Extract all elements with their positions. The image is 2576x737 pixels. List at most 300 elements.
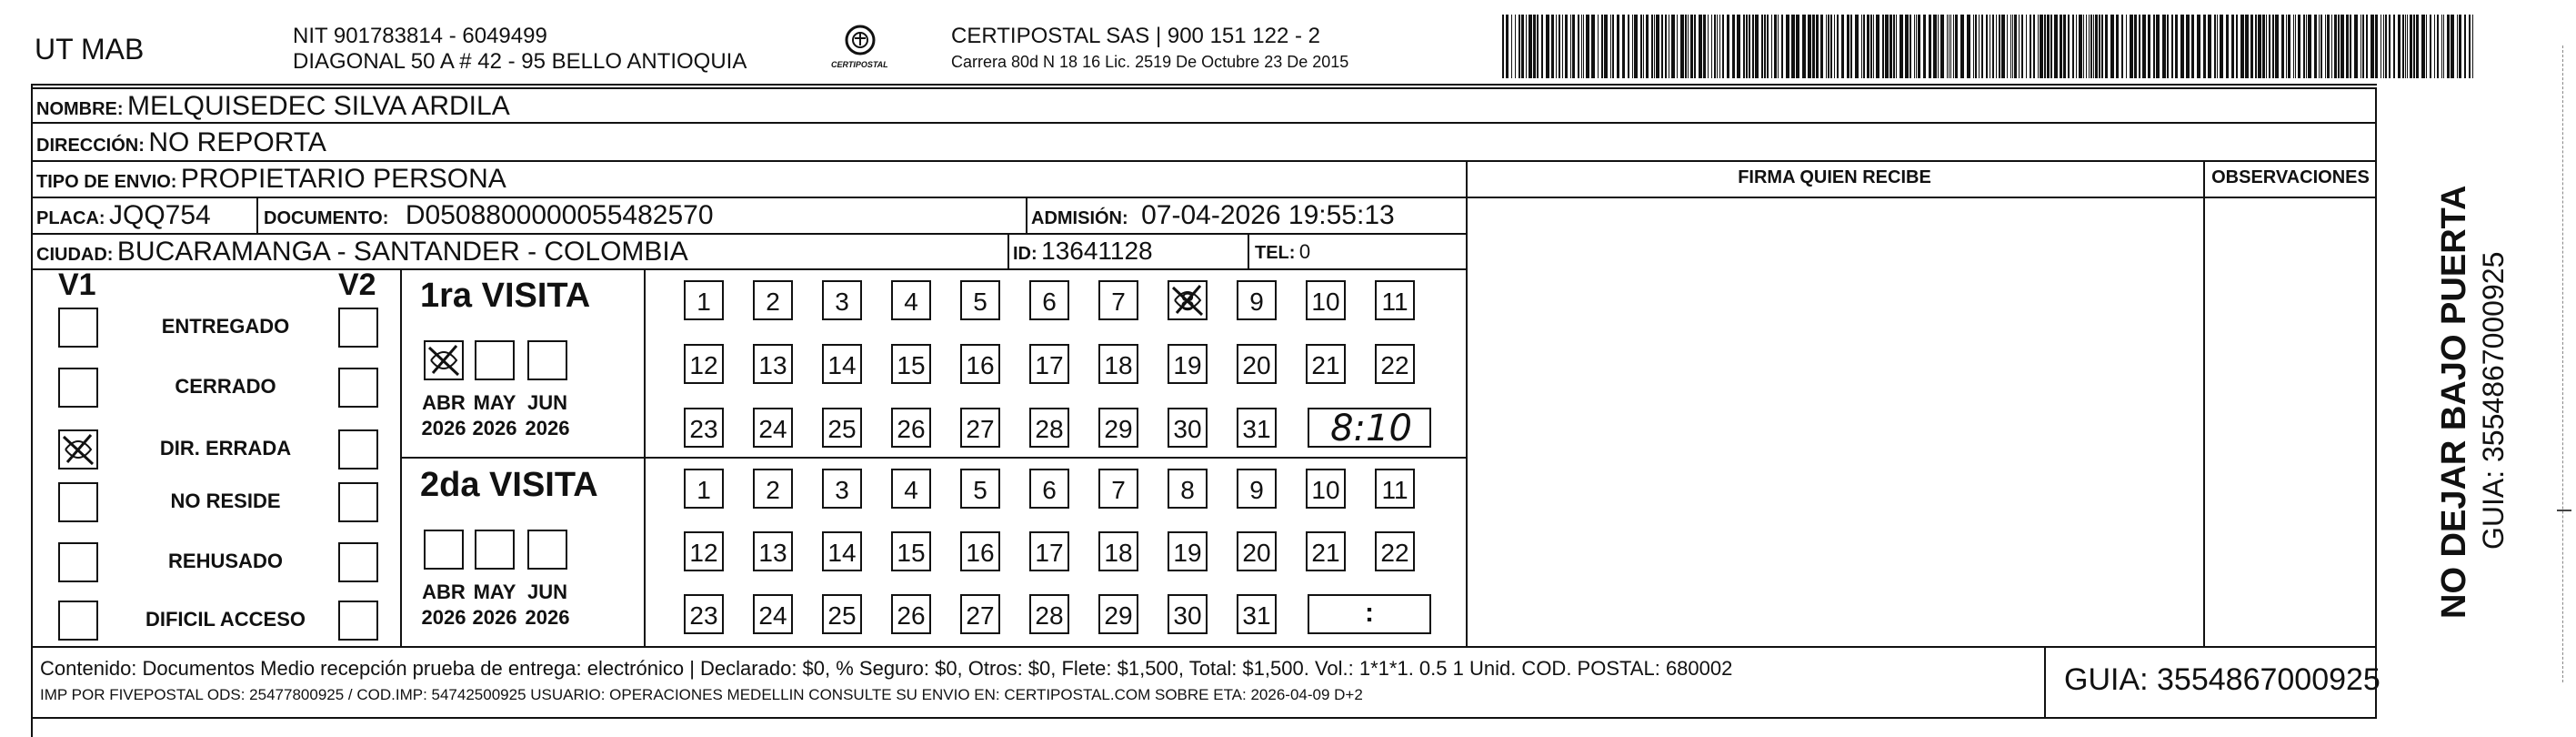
barcode-bar bbox=[1694, 15, 1696, 78]
day-box[interactable]: 30 bbox=[1168, 408, 1208, 448]
barcode-bar bbox=[1570, 15, 1571, 78]
barcode-bar bbox=[2167, 15, 2169, 78]
barcode-bar bbox=[1541, 15, 1543, 78]
day-box[interactable]: 30 bbox=[1168, 594, 1208, 634]
side-guia: GUIA: 3554867000925 bbox=[2477, 251, 2510, 550]
barcode-bar bbox=[2093, 15, 2094, 78]
day-box[interactable]: 21 bbox=[1306, 531, 1346, 571]
admision-value: 07-04-2026 19:55:13 bbox=[1141, 200, 1395, 230]
barcode-bar bbox=[1893, 15, 1895, 78]
barcode-bar bbox=[2130, 15, 2133, 78]
id-value: 13641128 bbox=[1041, 237, 1153, 265]
second-visit-label: 2da VISITA bbox=[420, 466, 598, 504]
v2-checkbox[interactable] bbox=[338, 429, 378, 469]
barcode-bar bbox=[1581, 15, 1582, 78]
year-label: 2026 bbox=[421, 417, 466, 439]
day-box[interactable]: 5 bbox=[960, 280, 1000, 320]
day-box[interactable]: 27 bbox=[960, 594, 1000, 634]
barcode-bar bbox=[2156, 15, 2160, 78]
day-box[interactable]: 22 bbox=[1375, 344, 1415, 384]
barcode-bar bbox=[2350, 15, 2351, 78]
ciudad-label: CIUDAD: bbox=[36, 245, 114, 265]
barcode-bar bbox=[1889, 15, 1892, 78]
day-box[interactable]: 14 bbox=[822, 531, 862, 571]
barcode-bar bbox=[2153, 15, 2155, 78]
day-box[interactable]: 17 bbox=[1029, 531, 1069, 571]
barcode-bar bbox=[1665, 15, 1667, 78]
day-box[interactable]: 19 bbox=[1168, 344, 1208, 384]
id-label: ID: bbox=[1013, 244, 1037, 264]
firma-label: FIRMA QUIEN RECIBE bbox=[1738, 167, 1931, 187]
day-box[interactable]: 31 bbox=[1237, 408, 1277, 448]
barcode-bar bbox=[1837, 15, 1839, 78]
barcode-bar bbox=[1559, 15, 1560, 78]
barcode-bar bbox=[1914, 15, 1915, 78]
barcode-bar bbox=[1996, 15, 1997, 78]
barcode-bar bbox=[1546, 15, 1549, 78]
year-label: 2026 bbox=[472, 606, 517, 629]
barcode-bar bbox=[2314, 15, 2317, 78]
first-visit-label: 1ra VISITA bbox=[420, 277, 591, 315]
day-box[interactable]: 13 bbox=[753, 531, 793, 571]
barcode-bar bbox=[2385, 15, 2387, 78]
day-box[interactable]: 11 bbox=[1375, 280, 1415, 320]
tipo-label: TIPO DE ENVIO: bbox=[36, 172, 177, 192]
barcode-bar bbox=[1953, 15, 1954, 78]
barcode-bar bbox=[2060, 15, 2062, 78]
barcode-bar bbox=[1796, 15, 1799, 78]
day-box[interactable]: 2 bbox=[753, 280, 793, 320]
month-label: MAY bbox=[473, 581, 516, 603]
barcode-bar bbox=[1583, 15, 1584, 78]
barcode-bar bbox=[2413, 15, 2415, 78]
barcode-bar bbox=[2469, 15, 2471, 78]
month-label: JUN bbox=[526, 391, 567, 414]
day-box[interactable]: 9 bbox=[1237, 469, 1277, 509]
barcode-bar bbox=[1556, 15, 1557, 78]
day-box[interactable]: 23 bbox=[684, 408, 724, 448]
day-box[interactable]: 10 bbox=[1306, 469, 1346, 509]
barcode-bar bbox=[1533, 15, 1536, 78]
barcode-bar bbox=[1634, 15, 1638, 78]
barcode-bar bbox=[2451, 15, 2454, 78]
day-box[interactable]: 31 bbox=[1237, 594, 1277, 634]
barcode-bar bbox=[1519, 15, 1520, 78]
barcode-bar bbox=[2340, 15, 2344, 78]
barcode-bar bbox=[1923, 15, 1926, 78]
barcode-bar bbox=[1847, 15, 1849, 78]
day-box[interactable]: 23 bbox=[684, 594, 724, 634]
barcode-bar bbox=[2255, 15, 2257, 78]
barcode-bar bbox=[2171, 15, 2173, 78]
day-box[interactable]: 28 bbox=[1029, 408, 1069, 448]
barcode-bar bbox=[1905, 15, 1909, 78]
barcode-bar bbox=[1955, 15, 1958, 78]
barcode-bar bbox=[1949, 15, 1950, 78]
barcode-bar bbox=[1646, 15, 1649, 78]
barcode-bar bbox=[1671, 15, 1675, 78]
barcode-bar bbox=[1774, 15, 1777, 78]
barcode-bar bbox=[2295, 15, 2296, 78]
barcode-bar bbox=[2407, 15, 2408, 78]
barcode-bar bbox=[1791, 15, 1795, 78]
barcode-bar bbox=[2116, 15, 2119, 78]
year-label: 2026 bbox=[525, 606, 570, 629]
barcode-bar bbox=[2464, 15, 2466, 78]
barcode-bar bbox=[1601, 15, 1603, 78]
tipo-value: PROPIETARIO PERSONA bbox=[180, 164, 506, 194]
barcode-bar bbox=[1870, 15, 1872, 78]
month-checkbox[interactable] bbox=[424, 530, 464, 570]
barcode-bar bbox=[1690, 15, 1693, 78]
barcode-bar bbox=[1938, 15, 1939, 78]
barcode-bar bbox=[1973, 15, 1974, 78]
day-box[interactable]: 1 bbox=[684, 469, 724, 509]
barcode-bar bbox=[1828, 15, 1829, 78]
barcode-bar bbox=[2099, 15, 2100, 78]
v1-checkbox-checked[interactable] bbox=[58, 429, 98, 469]
day-box[interactable]: 29 bbox=[1098, 408, 1138, 448]
barcode-bar bbox=[1699, 15, 1702, 78]
barcode-bar bbox=[1882, 15, 1884, 78]
barcode-bar bbox=[2180, 15, 2184, 78]
company-name: UT MAB bbox=[35, 33, 145, 66]
barcode-bar bbox=[1975, 15, 1977, 78]
barcode-bar bbox=[2306, 15, 2307, 78]
month-label: MAY bbox=[473, 391, 516, 414]
barcode-bar bbox=[2148, 15, 2150, 78]
barcode-bar bbox=[1999, 15, 2000, 78]
day-box[interactable]: 8 bbox=[1168, 469, 1208, 509]
v2-checkbox[interactable] bbox=[338, 308, 378, 348]
day-box[interactable]: 22 bbox=[1375, 531, 1415, 571]
status-label: DIFICIL ACCESO bbox=[145, 608, 306, 631]
day-box[interactable]: 18 bbox=[1098, 344, 1138, 384]
barcode-bar bbox=[1656, 15, 1659, 78]
barcode-bar bbox=[1867, 15, 1869, 78]
v2-checkbox[interactable] bbox=[338, 368, 378, 408]
barcode-bar bbox=[1781, 15, 1783, 78]
barcode-bar bbox=[1767, 15, 1769, 78]
barcode-bar bbox=[2308, 15, 2311, 78]
day-box[interactable]: 18 bbox=[1098, 531, 1138, 571]
barcode-bar bbox=[2443, 15, 2444, 78]
barcode-bar bbox=[1515, 15, 1516, 78]
barcode-bar bbox=[2447, 15, 2450, 78]
barcode-bar bbox=[1622, 15, 1625, 78]
day-box[interactable]: 10 bbox=[1306, 280, 1346, 320]
barcode-bar bbox=[2371, 15, 2374, 78]
barcode-bar bbox=[2325, 15, 2326, 78]
v1-checkbox[interactable] bbox=[58, 601, 98, 641]
barcode-bar bbox=[1834, 15, 1835, 78]
barcode-bar bbox=[2191, 15, 2194, 78]
barcode-bar bbox=[2262, 15, 2265, 78]
day-box[interactable]: 25 bbox=[822, 594, 862, 634]
day-box[interactable]: 19 bbox=[1168, 531, 1208, 571]
day-box-checked[interactable]: 8 bbox=[1168, 280, 1208, 320]
day-box[interactable]: 24 bbox=[753, 594, 793, 634]
barcode-bar bbox=[2010, 15, 2011, 78]
barcode-bar bbox=[2250, 15, 2253, 78]
barcode-bar bbox=[1632, 15, 1633, 78]
first-visit-time-box[interactable] bbox=[1308, 408, 1431, 448]
barcode-bar bbox=[1873, 15, 1874, 78]
barcode-bar bbox=[1986, 15, 1988, 78]
barcode-bar bbox=[1502, 15, 1504, 78]
barcode-bar bbox=[1778, 15, 1779, 78]
barcode-bar bbox=[1565, 15, 1568, 78]
barcode-bar bbox=[2012, 15, 2013, 78]
day-box[interactable]: 26 bbox=[891, 594, 931, 634]
barcode-bar bbox=[1863, 15, 1865, 78]
certipostal-logo bbox=[824, 18, 897, 76]
barcode-bar bbox=[1967, 15, 1970, 78]
v2-checkbox[interactable] bbox=[338, 482, 378, 522]
barcode-bar bbox=[2203, 15, 2206, 78]
day-box[interactable]: 16 bbox=[960, 344, 1000, 384]
barcode-bar bbox=[2038, 15, 2039, 78]
day-box[interactable]: 1 bbox=[684, 280, 724, 320]
barcode-bar bbox=[2050, 15, 2052, 78]
barcode-bar bbox=[2019, 15, 2020, 78]
day-box[interactable]: 16 bbox=[960, 531, 1000, 571]
day-box[interactable]: 6 bbox=[1029, 469, 1069, 509]
barcode-bar bbox=[1885, 15, 1889, 78]
barcode-bar bbox=[2026, 15, 2027, 78]
barcode-bar bbox=[2472, 15, 2473, 78]
barcode-bar bbox=[1850, 15, 1852, 78]
month-checkbox[interactable] bbox=[527, 340, 567, 380]
footer-contents: Contenido: Documentos Medio recepción prueba de entrega: electrónico | Declarado: $0, % Seguro: $0, Otros: $0, Flete: $1,500, Total: $1,500. Vol.: 1*1*1. 0.5 1 Unid. COD. POSTAL: 680002 bbox=[40, 657, 1733, 680]
day-box[interactable]: 15 bbox=[891, 531, 931, 571]
barcode-bar bbox=[2331, 15, 2332, 78]
barcode-bar bbox=[1940, 15, 1944, 78]
barcode-bar bbox=[1812, 15, 1815, 78]
day-box[interactable]: 3 bbox=[822, 469, 862, 509]
barcode-bar bbox=[2383, 15, 2384, 78]
barcode-bar bbox=[1685, 15, 1687, 78]
status-label: ENTREGADO bbox=[161, 315, 290, 338]
barcode-bar bbox=[1551, 15, 1554, 78]
day-box[interactable]: 7 bbox=[1098, 280, 1138, 320]
barcode-bar bbox=[1761, 15, 1763, 78]
month-label: ABR bbox=[422, 581, 466, 603]
barcode-bar bbox=[2175, 15, 2178, 78]
barcode-bar bbox=[2208, 15, 2211, 78]
barcode-bar bbox=[2320, 15, 2322, 78]
ciudad-value: BUCARAMANGA - SANTANDER - COLOMBIA bbox=[116, 237, 688, 267]
v1-checkbox[interactable] bbox=[58, 542, 98, 582]
v2-checkbox[interactable] bbox=[338, 601, 378, 641]
barcode-bar bbox=[1578, 15, 1579, 78]
v2-label: V2 bbox=[338, 268, 376, 302]
footer-guia: GUIA: 3554867000925 bbox=[2064, 662, 2381, 697]
barcode-bar bbox=[2044, 15, 2046, 78]
barcode-bar bbox=[2014, 15, 2017, 78]
barcode-bar bbox=[1617, 15, 1619, 78]
barcode-bar bbox=[2459, 15, 2461, 78]
barcode-bar bbox=[1719, 15, 1720, 78]
barcode-bar bbox=[1876, 15, 1879, 78]
barcode-bar bbox=[1916, 15, 1917, 78]
barcode-bar bbox=[2245, 15, 2249, 78]
year-label: 2026 bbox=[472, 417, 517, 439]
barcode-bar bbox=[1727, 15, 1729, 78]
barcode-bar bbox=[2393, 15, 2395, 78]
barcode-bar bbox=[2040, 15, 2043, 78]
barcode-bar bbox=[2434, 15, 2435, 78]
barcode-bar bbox=[2072, 15, 2074, 78]
barcode-bar bbox=[1688, 15, 1689, 78]
barcode-bar bbox=[1960, 15, 1964, 78]
day-box[interactable]: 15 bbox=[891, 344, 931, 384]
second-visit-time-box[interactable] bbox=[1308, 594, 1431, 634]
barcode-bar bbox=[1764, 15, 1766, 78]
barcode-bar bbox=[1680, 15, 1684, 78]
barcode-bar bbox=[1529, 15, 1532, 78]
day-box[interactable]: 28 bbox=[1029, 594, 1069, 634]
barcode-bar bbox=[1711, 15, 1712, 78]
day-box[interactable]: 5 bbox=[960, 469, 1000, 509]
barcode-bar bbox=[1526, 15, 1527, 78]
barcode-bar bbox=[1506, 15, 1509, 78]
barcode-bar bbox=[2441, 15, 2442, 78]
barcode-bar bbox=[1610, 15, 1611, 78]
barcode-bar bbox=[1732, 15, 1735, 78]
v1-checkbox[interactable] bbox=[58, 482, 98, 522]
day-box[interactable]: 4 bbox=[891, 469, 931, 509]
barcode-bar bbox=[1640, 15, 1642, 78]
barcode-bar bbox=[1929, 15, 1931, 78]
barcode-bar bbox=[2105, 15, 2108, 78]
day-box[interactable]: 26 bbox=[891, 408, 931, 448]
tel-label: TEL: bbox=[1255, 243, 1296, 263]
placa-label: PLACA: bbox=[36, 208, 105, 228]
barcode-bar bbox=[1771, 15, 1772, 78]
v1-label: V1 bbox=[58, 268, 96, 302]
barcode-bar bbox=[2346, 15, 2349, 78]
barcode-bar bbox=[2402, 15, 2404, 78]
barcode-bar bbox=[2083, 15, 2084, 78]
barcode-bar bbox=[1708, 15, 1709, 78]
barcode-bar bbox=[2303, 15, 2305, 78]
v2-checkbox[interactable] bbox=[338, 542, 378, 582]
barcode-bar bbox=[1511, 15, 1512, 78]
barcode-bar bbox=[2334, 15, 2337, 78]
barcode-bar bbox=[2354, 15, 2358, 78]
barcode-bar bbox=[1992, 15, 1994, 78]
month-checkbox-checked[interactable] bbox=[424, 340, 464, 380]
barcode-bar bbox=[2047, 15, 2050, 78]
barcode-bar bbox=[2286, 15, 2287, 78]
no-dejar-bajo-puerta: NO DEJAR BAJO PUERTA bbox=[2435, 185, 2473, 619]
status-label: CERRADO bbox=[175, 375, 276, 398]
barcode-bar bbox=[1651, 15, 1653, 78]
day-box[interactable]: 3 bbox=[822, 280, 862, 320]
v1-checkbox[interactable] bbox=[58, 368, 98, 408]
day-box[interactable]: 13 bbox=[753, 344, 793, 384]
barcode-bar bbox=[2430, 15, 2431, 78]
barcode-bar bbox=[2030, 15, 2031, 78]
barcode-bar bbox=[1979, 15, 1980, 78]
barcode-bar bbox=[2142, 15, 2146, 78]
barcode-bar bbox=[1855, 15, 1859, 78]
barcode-bar bbox=[2327, 15, 2330, 78]
barcode-bar bbox=[1802, 15, 1806, 78]
day-box[interactable]: 12 bbox=[684, 344, 724, 384]
day-box[interactable]: 25 bbox=[822, 408, 862, 448]
day-box[interactable]: 20 bbox=[1237, 344, 1277, 384]
day-box[interactable]: 6 bbox=[1029, 280, 1069, 320]
barcode-bar bbox=[1820, 15, 1823, 78]
barcode-bar bbox=[2437, 15, 2439, 78]
day-box[interactable]: 9 bbox=[1237, 280, 1277, 320]
year-label: 2026 bbox=[525, 417, 570, 439]
first-visit-time: 8:10 bbox=[1330, 408, 1412, 449]
barcode-bar bbox=[1899, 15, 1903, 78]
day-box[interactable]: 21 bbox=[1306, 344, 1346, 384]
day-box[interactable]: 27 bbox=[960, 408, 1000, 448]
month-checkbox[interactable] bbox=[527, 530, 567, 570]
status-label: REHUSADO bbox=[168, 550, 283, 572]
tel-value: 0 bbox=[1298, 240, 1311, 263]
barcode-bar bbox=[2162, 15, 2166, 78]
day-box[interactable]: 20 bbox=[1237, 531, 1277, 571]
barcode-bar bbox=[1604, 15, 1608, 78]
day-box[interactable]: 11 bbox=[1375, 469, 1415, 509]
barcode-bar bbox=[2275, 15, 2279, 78]
barcode-bar bbox=[2281, 15, 2284, 78]
barcode-bar bbox=[2258, 15, 2261, 78]
barcode-bar bbox=[1598, 15, 1599, 78]
barcode-bar bbox=[2197, 15, 2200, 78]
day-box[interactable]: 7 bbox=[1098, 469, 1138, 509]
day-box[interactable]: 29 bbox=[1098, 594, 1138, 634]
barcode-bar bbox=[1628, 15, 1629, 78]
barcode-bar bbox=[1586, 15, 1589, 78]
company-address: DIAGONAL 50 A # 42 - 95 BELLO ANTIOQUIA bbox=[293, 49, 747, 74]
day-box[interactable]: 4 bbox=[891, 280, 931, 320]
barcode-bar bbox=[2090, 15, 2092, 78]
company-nit: NIT 901783814 - 6049499 bbox=[293, 24, 547, 48]
barcode-bar bbox=[1654, 15, 1655, 78]
day-box[interactable]: 17 bbox=[1029, 344, 1069, 384]
v1-checkbox[interactable] bbox=[58, 308, 98, 348]
documento-value: D0508800000055482570 bbox=[405, 200, 714, 230]
second-visit-time-sep: : bbox=[1365, 598, 1374, 628]
barcode-bar bbox=[2410, 15, 2412, 78]
day-box[interactable]: 12 bbox=[684, 531, 724, 571]
barcode-bar bbox=[1612, 15, 1614, 78]
barcode-bar bbox=[2272, 15, 2274, 78]
barcode-bar bbox=[1521, 15, 1524, 78]
barcode-bar bbox=[1841, 15, 1844, 78]
day-box[interactable]: 14 bbox=[822, 344, 862, 384]
barcode-bar bbox=[2063, 15, 2066, 78]
placa-value: JQQ754 bbox=[109, 200, 211, 230]
barcode-bar bbox=[2319, 15, 2320, 78]
day-box[interactable]: 2 bbox=[753, 469, 793, 509]
barcode-bar bbox=[2134, 15, 2137, 78]
barcode-bar bbox=[2089, 15, 2090, 78]
month-checkbox[interactable] bbox=[475, 340, 515, 380]
day-box[interactable]: 24 bbox=[753, 408, 793, 448]
barcode-bar bbox=[1743, 15, 1745, 78]
month-checkbox[interactable] bbox=[475, 530, 515, 570]
barcode-bar bbox=[2054, 15, 2058, 78]
barcode-bar bbox=[2426, 15, 2427, 78]
